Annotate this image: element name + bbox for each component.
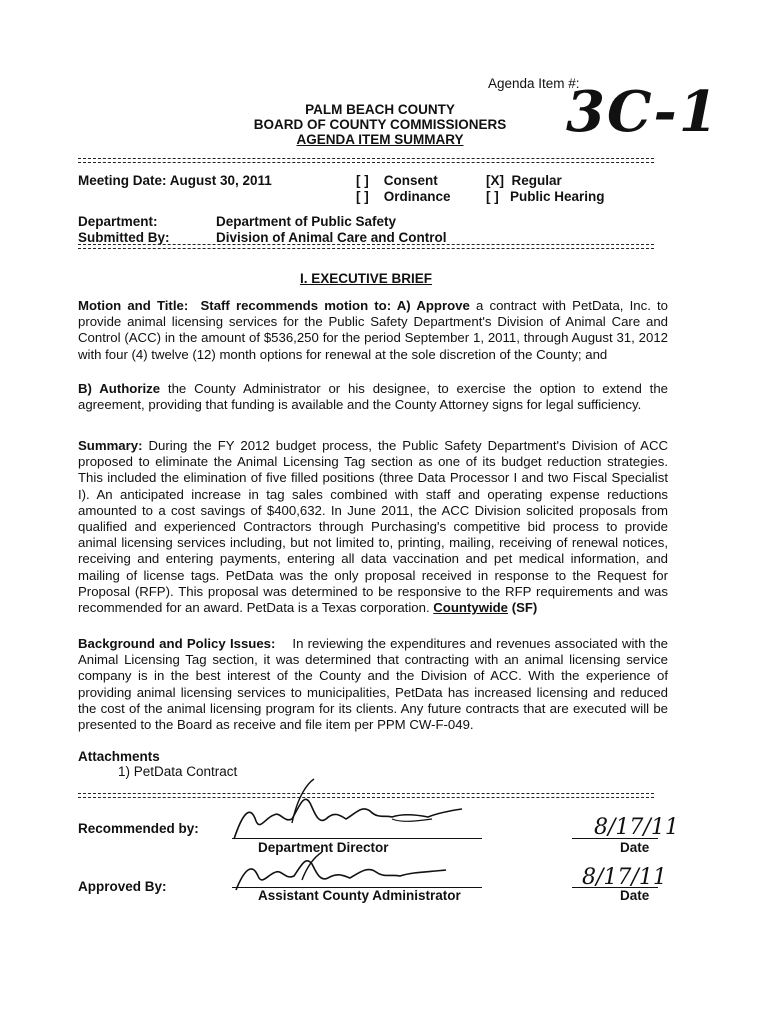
motion-paragraph xyxy=(78,298,668,363)
summary-paragraph xyxy=(78,438,668,616)
regular-label: Regular xyxy=(511,173,562,188)
header-summary-title: AGENDA ITEM SUMMARY xyxy=(296,132,464,147)
section-title: I. EXECUTIVE BRIEF xyxy=(299,271,433,286)
summary-text: During the FY 2012 budget process, the Public Safety Department's Division of ACC proposed to eliminate the Animal Licensing Tag section as one of its budget reduction strategies. This included the elimination of five filled positions (three Data Processor I and two Fiscal Specialist I). An anticipated increase in tag sales combined with staff and operating expense reductions amounted to a cost savings of $400,632. In June 2011, the ACC Division solicited proposals from qualified and experienced Contractors through Purchasing's competitive bid process to provide animal licensing services including, but not limited to, printing, mailing, receiving of renewal notices, receiving and entering payments, entering all data vaccination and pet medical information, and mailing of license tags. PetData was the only proposal received in response to the Request for Proposal (RFP). This proposal was determined to be responsive to the RFP requirements and was recommended for an award. PetData is a Texas corporation. xyxy=(78,438,669,616)
background-text: In reviewing the expenditures and revenues associated with the Animal Licensing Tag section, it was determined that contracting with an animal licensing service company is in the best interest of the County and the Division of ACC. With the experience of providing animal licensing services to municipalities, PetData has increased licensing and reduced the cost of the animal licensing program for its clients. Any future contracts that are executed will be presented to the Board as receive and file item per PPM CW-F-049. xyxy=(78,636,668,733)
document-header xyxy=(230,102,530,147)
attachment-item: 1) PetData Contract xyxy=(118,764,238,779)
summary-initials: (SF) xyxy=(511,600,538,616)
authorize-bold: B) Authorize xyxy=(78,381,161,396)
attachments-label: Attachments xyxy=(78,749,160,764)
ordinance-checkbox: [ ] xyxy=(356,189,369,204)
approved-label: Approved By: xyxy=(78,879,167,894)
header-county: PALM BEACH COUNTY xyxy=(305,102,455,117)
divider-dept xyxy=(78,244,654,249)
type-checkboxes-right xyxy=(486,173,605,205)
submitted-by-value: Division of Animal Care and Control xyxy=(216,230,447,245)
recommended-title: Department Director xyxy=(258,840,389,855)
public-hearing-label: Public Hearing xyxy=(510,189,605,204)
motion-bold: Staff recommends motion to: A) Approve xyxy=(200,298,470,313)
authorize-text: the County Administrator or his designee, to exercise the option to extend the agreement, providing that funding is available and the County Attorney signs for legal sufficiency. xyxy=(78,381,668,413)
motion-text: a contract with PetData, Inc. to provide animal licensing services for the Public Safety Department's Division of Animal Care and Control (ACC) in the amount of $536,250 for the period September 1, 2011, through August 31, 2012 with four (4) twelve (12) month options for renewal at the sole discretion of the County; and xyxy=(78,298,669,362)
type-checkboxes xyxy=(356,173,451,205)
regular-checkbox: [X] xyxy=(486,173,504,188)
director-signature xyxy=(222,775,492,845)
summary-label: Summary: xyxy=(78,438,143,453)
authorize-paragraph xyxy=(78,381,668,413)
background-paragraph xyxy=(78,636,668,733)
agenda-item-number: 3C-1 xyxy=(566,79,720,145)
date-label-1: Date xyxy=(620,840,650,855)
approved-date: 8/17/11 xyxy=(582,865,667,890)
background-label: Background and Policy Issues: xyxy=(78,636,276,651)
consent-checkbox: [ ] xyxy=(356,173,369,188)
agenda-item-label: Agenda Item #: xyxy=(488,76,580,91)
date-label-2: Date xyxy=(620,888,650,903)
recommended-label: Recommended by: xyxy=(78,821,199,836)
divider-top xyxy=(78,158,654,163)
meeting-date: Meeting Date: August 30, 2011 xyxy=(78,173,272,188)
header-board: BOARD OF COUNTY COMMISSIONERS xyxy=(253,117,507,132)
ordinance-label: Ordinance xyxy=(383,189,451,204)
dept-labels xyxy=(78,214,170,246)
recommended-date: 8/17/11 xyxy=(594,815,679,840)
motion-label: Motion and Title: xyxy=(78,298,189,313)
dept-values xyxy=(216,214,447,246)
public-hearing-checkbox: [ ] xyxy=(486,189,499,204)
approved-title: Assistant County Administrator xyxy=(258,888,461,903)
department-label: Department: xyxy=(78,214,158,229)
consent-label: Consent xyxy=(383,173,438,188)
countywide-label: Countywide xyxy=(433,600,509,616)
recommended-date-line xyxy=(572,838,658,839)
department-value: Department of Public Safety xyxy=(216,214,397,229)
submitted-by-label: Submitted By: xyxy=(78,230,170,245)
